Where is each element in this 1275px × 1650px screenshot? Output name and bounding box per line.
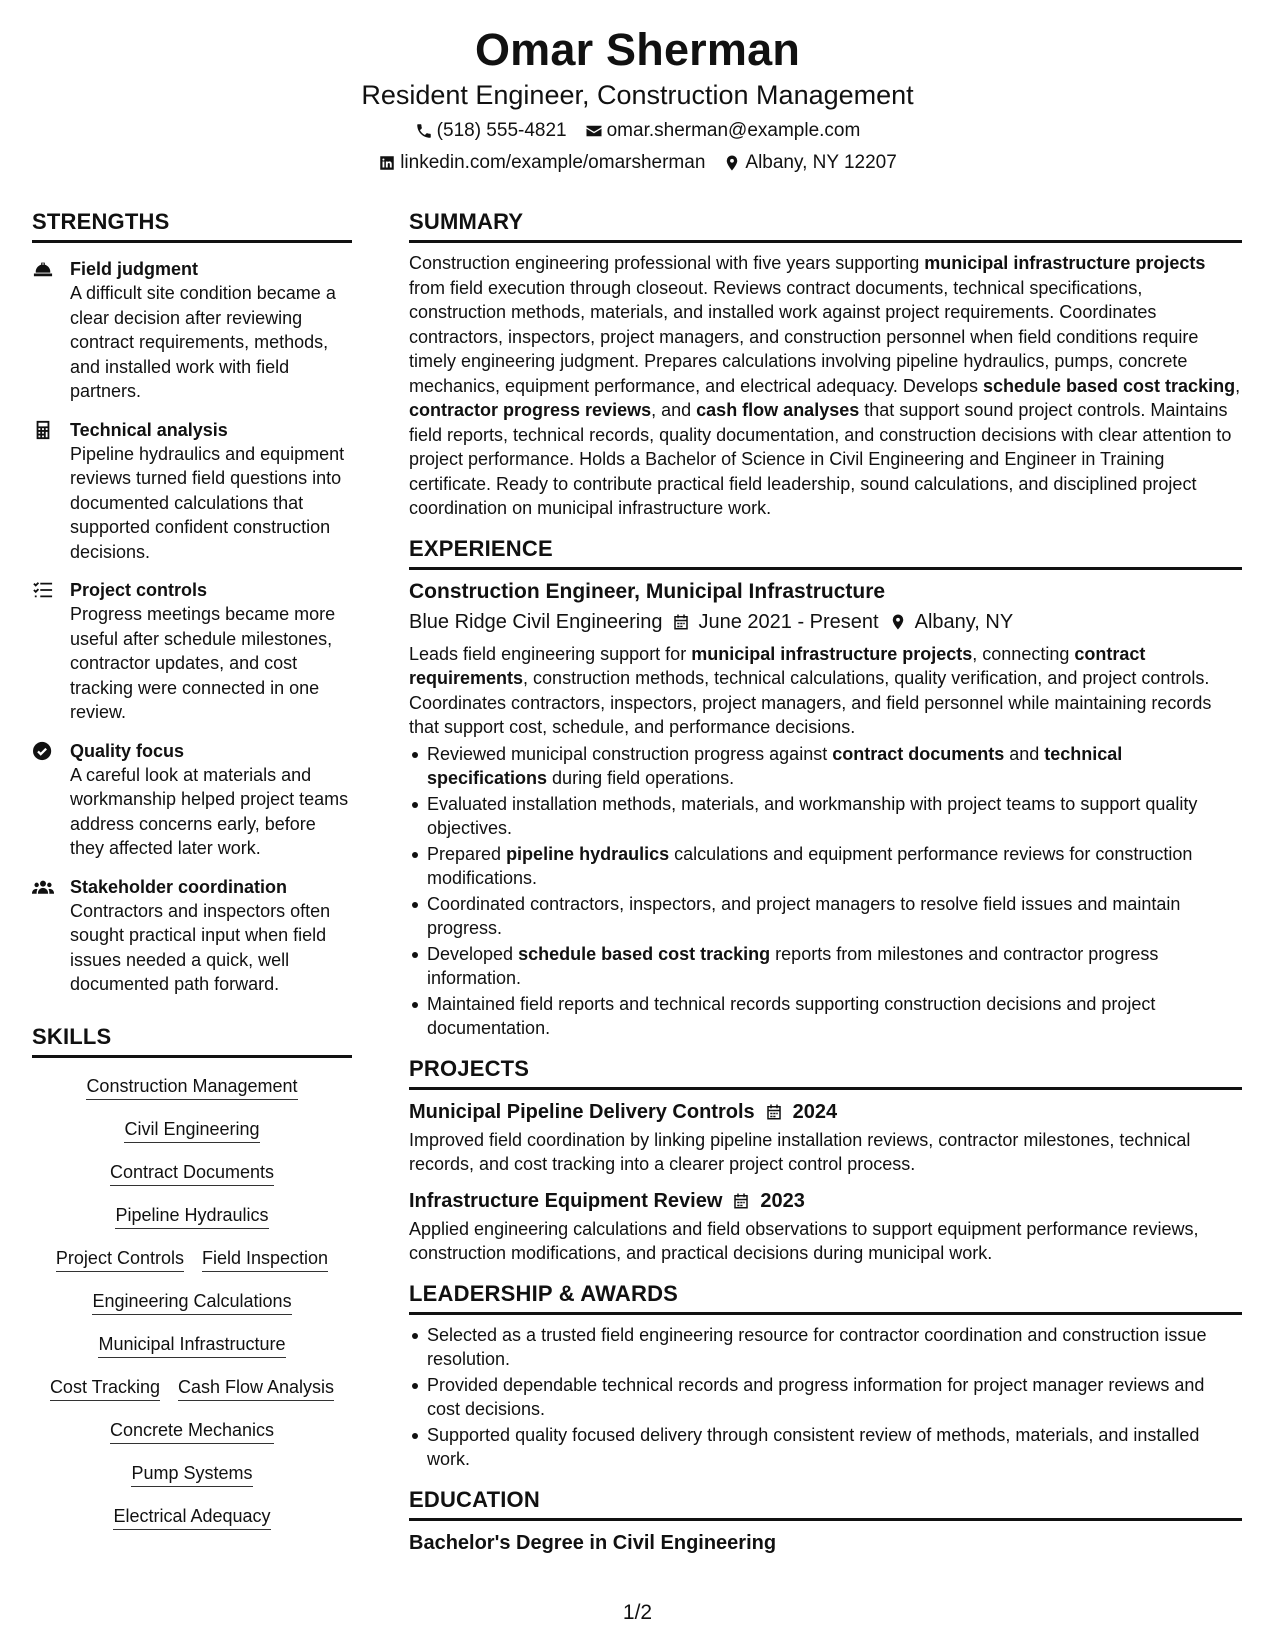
project-year: 2024	[792, 1100, 838, 1123]
calendar-icon	[765, 1103, 783, 1121]
calendar-icon	[672, 613, 690, 631]
leadership-bullets	[409, 1323, 1242, 1472]
skill-tag: Municipal Infrastructure	[98, 1332, 285, 1358]
skill-tag: Cash Flow Analysis	[178, 1375, 334, 1401]
map-pin-icon	[723, 154, 741, 172]
strength-item	[32, 578, 352, 725]
skill-tag: Pump Systems	[131, 1461, 252, 1487]
hard-hat-icon	[32, 259, 54, 279]
strength-title: Project controls	[70, 580, 208, 600]
list-item: Prepared pipeline hydraulics calculations and equipment performance reviews for construction modifications.	[409, 842, 1242, 891]
check-circle-icon	[32, 741, 54, 761]
strength-description: Contractors and inspectors often sought practical input when field issues needed a quick, well documented path forward.	[70, 900, 331, 994]
project-description: Applied engineering calculations and field observations to support equipment performance reviews, construction modifications, and practical decisions during municipal work.	[409, 1218, 1199, 1263]
phone-text: (518) 555-4821	[436, 120, 567, 141]
list-item: Provided dependable technical records and progress information for project manager reviews and cost decisions.	[409, 1373, 1242, 1422]
list-item: Evaluated installation methods, materials, and workmanship with project teams to support quality objectives.	[409, 792, 1242, 841]
phone-contact	[415, 118, 567, 144]
strength-item	[32, 418, 352, 565]
skill-tag: Engineering Calculations	[92, 1289, 291, 1315]
linkedin-contact[interactable]	[378, 150, 705, 176]
list-item: Reviewed municipal construction progress against contract documents and technical specifications during field operations.	[409, 742, 1242, 791]
project-name: Infrastructure Equipment Review	[409, 1189, 723, 1212]
strength-title: Field judgment	[70, 259, 198, 279]
strengths-heading: STRENGTHS	[32, 208, 352, 243]
job-bullets	[409, 742, 1242, 1041]
list-item: Maintained field reports and technical records supporting construction decisions and project documentation.	[409, 992, 1242, 1041]
skill-tag: Cost Tracking	[50, 1375, 160, 1401]
job-meta	[409, 608, 1242, 636]
location-contact	[723, 150, 896, 176]
leadership-heading: LEADERSHIP & AWARDS	[409, 1280, 1242, 1315]
contact-row-1	[0, 118, 1275, 144]
company-name: Blue Ridge Civil Engineering	[409, 610, 663, 633]
project-title	[409, 1187, 1242, 1215]
summary-heading: SUMMARY	[409, 208, 1242, 243]
candidate-name: Omar Sherman	[474, 24, 801, 75]
skills-heading: SKILLS	[32, 1023, 352, 1058]
degree-title: Bachelor's Degree in Civil Engineering	[409, 1531, 777, 1554]
left-column	[32, 208, 352, 1547]
project-name: Municipal Pipeline Delivery Controls	[409, 1100, 755, 1123]
page-number: 1/2	[622, 1601, 653, 1624]
phone-icon	[415, 122, 433, 140]
strength-title: Quality focus	[70, 740, 185, 761]
strength-item	[32, 257, 352, 404]
strength-title: Technical analysis	[70, 419, 228, 440]
strength-item	[32, 739, 352, 861]
strength-title: Stakeholder coordination	[70, 876, 288, 897]
list-check-icon	[32, 580, 54, 600]
calculator-icon	[32, 420, 54, 440]
resume-header	[0, 22, 1275, 176]
projects-heading: PROJECTS	[409, 1055, 1242, 1090]
strength-item	[32, 875, 352, 997]
skill-tag: Field Inspection	[202, 1246, 328, 1272]
list-item: Developed schedule based cost tracking reports from milestones and contractor progress information.	[409, 942, 1242, 991]
strength-description: A careful look at materials and workmanship helped project teams address concerns early, before they affected later work.	[70, 764, 349, 858]
project-description: Improved field coordination by linking pipeline installation reviews, contractor milestones, technical records, and cost tracking into a clearer project control process.	[409, 1129, 1191, 1174]
job-intro: Leads field engineering support for municipal infrastructure projects, connecting contract requirements, construction methods, technical calculations, quality verification, and project controls. Coordinates contractors, inspectors, project managers, and field personnel while maintaining records that support cost, schedule, and performance decisions.	[409, 643, 1212, 737]
list-item: Supported quality focused delivery through consistent review of methods, materials, and installed work.	[409, 1423, 1242, 1472]
linkedin-text: linkedin.com/example/omarsherman	[400, 152, 706, 173]
skill-tag: Electrical Adequacy	[113, 1504, 270, 1530]
candidate-headline: Resident Engineer, Construction Management	[361, 80, 914, 110]
map-pin-icon	[889, 613, 907, 631]
right-column	[409, 208, 1242, 1557]
job-location: Albany, NY	[914, 610, 1014, 633]
strength-description: Pipeline hydraulics and equipment reviews turned field questions into documented calculations that supported confident construction decisions.	[70, 443, 345, 562]
strength-description: Progress meetings became more useful after schedule milestones, contractor updates, and cost tracking were connected in one review.	[70, 604, 336, 722]
project-title	[409, 1098, 1242, 1126]
email-text: omar.sherman@example.com	[606, 120, 861, 141]
calendar-icon	[732, 1192, 750, 1210]
project-year: 2023	[760, 1189, 805, 1212]
email-contact[interactable]	[585, 118, 861, 144]
skill-tag: Pipeline Hydraulics	[115, 1203, 268, 1229]
skill-tag: Civil Engineering	[124, 1117, 259, 1143]
job-dates: June 2021 - Present	[698, 610, 879, 633]
linkedin-icon	[378, 154, 396, 172]
contact-row-2	[0, 150, 1275, 176]
list-item: Selected as a trusted field engineering resource for contractor coordination and construction issue resolution.	[409, 1323, 1242, 1372]
experience-heading: EXPERIENCE	[409, 535, 1242, 570]
job-title: Construction Engineer, Municipal Infrastructure	[409, 579, 886, 603]
education-heading: EDUCATION	[409, 1486, 1242, 1521]
skill-tag: Concrete Mechanics	[110, 1418, 274, 1444]
strength-description: A difficult site condition became a clear decision after reviewing contract requirements, methods, and installed work with field partners.	[70, 283, 336, 401]
skill-tag: Construction Management	[86, 1074, 297, 1100]
list-item: Coordinated contractors, inspectors, and project managers to resolve field issues and maintain progress.	[409, 892, 1242, 941]
skill-tag: Project Controls	[56, 1246, 184, 1272]
skill-tag: Contract Documents	[110, 1160, 274, 1186]
skills-list	[32, 1074, 352, 1547]
envelope-icon	[585, 122, 603, 140]
summary-text: Construction engineering professional with five years supporting municipal infrastructure projects from field execution through closeout. Reviews contract documents, technical specifications, construction methods, materials, and installed work against project requirements. Coordinates contractors, inspectors, project managers, and construction personnel when field conditions require timely engineering judgment. Prepares calculations involving pipeline hydraulics, pumps, concrete mechanics, equipment performance, and electrical adequacy. Develops schedule based cost tracking, contractor progress reviews, and cash flow analyses that support sound project controls. Maintains field reports, technical records, quality documentation, and construction decisions with clear attention to project performance. Holds a Bachelor of Science in Civil Engineering and Engineer in Training certificate. Ready to contribute practical field leadership, sound calculations, and disciplined project coordination on municipal infrastructure work.	[409, 253, 1241, 518]
users-icon	[32, 877, 54, 897]
location-text: Albany, NY 12207	[745, 152, 897, 173]
